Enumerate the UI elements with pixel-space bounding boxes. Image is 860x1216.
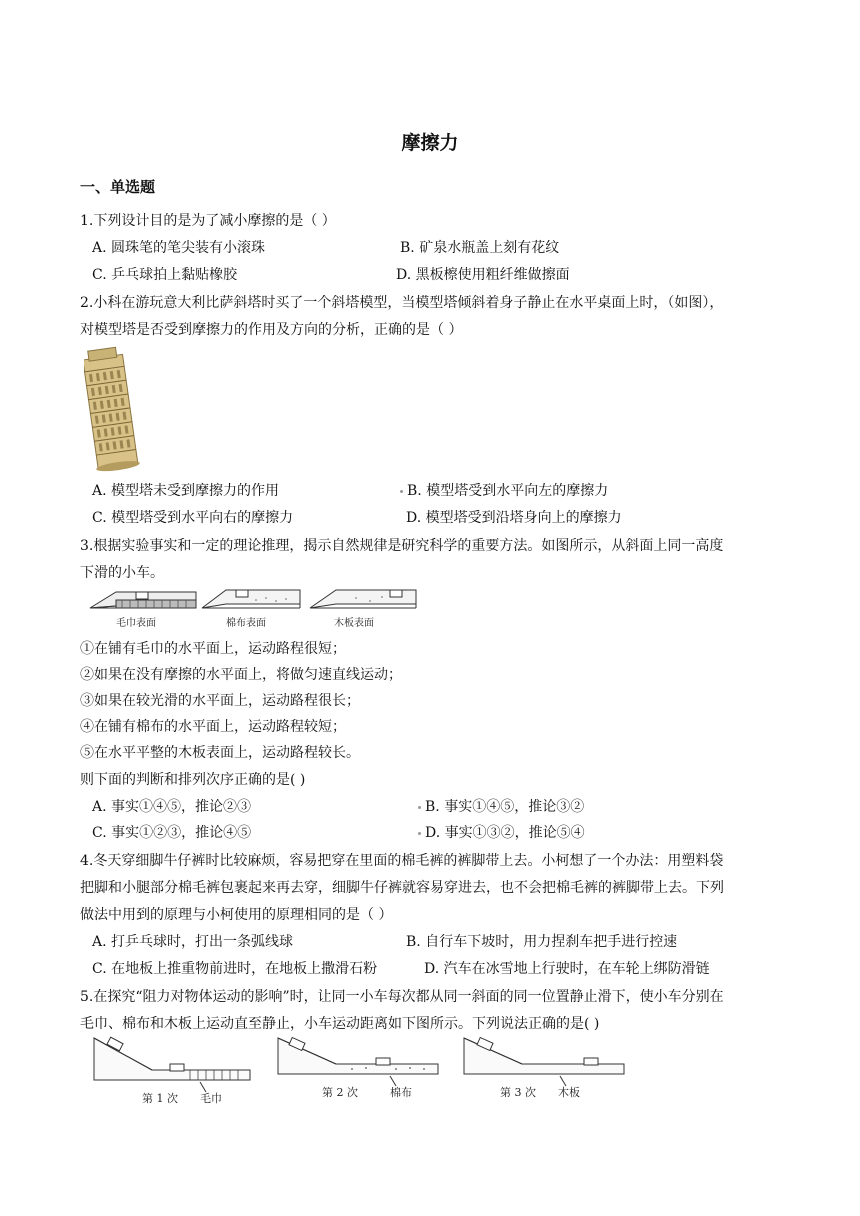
- q3-fig-label-3: 木板表面: [334, 618, 374, 629]
- page-title: 摩擦力: [401, 132, 459, 154]
- q1-option-d[interactable]: D. 黑板檫使用粗纤维做擦面: [396, 267, 570, 283]
- q3-ask: 则下面的判断和排列次序正确的是( ): [80, 772, 306, 788]
- q2-option-b[interactable]: [400, 478, 608, 504]
- q4-stem-line1: 4.冬天穿细脚牛仔裤时比较麻烦，容易把穿在里面的棉毛裤的裤脚带上去。小柯想了一个办法：用塑料袋: [80, 853, 724, 869]
- q3-statement-1: ①在铺有毛巾的水平面上，运动路程很短；: [80, 641, 346, 657]
- q5-trial-3-label: 第 3 次: [500, 1086, 536, 1099]
- q5-stem-line1: 5.在探究“阻力对物体运动的影响”时，让同一小车每次都从同一斜面的同一位置静止滑下，使小车分别在: [80, 989, 724, 1005]
- q4-option-b[interactable]: B. 自行车下坡时，用力捏刹车把手进行控速: [406, 934, 678, 950]
- q3-statement-4: ④在铺有棉布的水平面上，运动路程较短；: [80, 719, 346, 735]
- q3-option-d[interactable]: [418, 820, 585, 846]
- q4-option-d[interactable]: D. 汽车在冰雪地上行驶时，在车轮上绑防滑链: [424, 961, 710, 977]
- q1-option-a[interactable]: A. 圆珠笔的笔尖装有小滚珠: [92, 240, 266, 256]
- q4-stem-line2: 把脚和小腿部分棉毛裤包裹起来再去穿，细脚牛仔裤就容易穿进去，也不会把棉毛裤的裤脚带上去。下列: [80, 880, 724, 896]
- q5-trial-1-surface: 毛巾: [200, 1092, 222, 1105]
- q3-statement-3: ③如果在较光滑的水平面上，运动路程很长；: [80, 693, 360, 709]
- stray-mark: [400, 490, 403, 493]
- q3-statement-2: ②如果在没有摩擦的水平面上，将做匀速直线运动；: [80, 667, 402, 683]
- stray-mark: [418, 806, 421, 809]
- q1-option-b[interactable]: B. 矿泉水瓶盖上刻有花纹: [400, 240, 560, 256]
- q5-trial-2-surface: 棉布: [390, 1086, 412, 1099]
- q3-option-b-label: B. 事实①④⑤，推论③②: [425, 799, 585, 815]
- q2-option-a[interactable]: A. 模型塔未受到摩擦力的作用: [92, 483, 280, 499]
- q4-option-a[interactable]: A. 打乒乓球时，打出一条弧线球: [92, 934, 294, 950]
- q3-fig-label-1: 毛巾表面: [116, 618, 156, 629]
- q3-stem-line1: 3.根据实验事实和一定的理论推理，揭示自然规律是研究科学的重要方法。如图所示，从斜面上同一高度: [80, 538, 724, 554]
- q4-option-c[interactable]: C. 在地板上推重物前进时，在地板上撒滑石粉: [92, 961, 378, 977]
- q3-statement-5: ⑤在水平平整的木板表面上，运动路程较长。: [80, 745, 360, 761]
- q3-option-c[interactable]: C. 事实①②③，推论④⑤: [92, 825, 252, 841]
- q2-option-d[interactable]: D. 模型塔受到沿塔身向上的摩擦力: [406, 510, 622, 526]
- q3-option-b[interactable]: [418, 794, 584, 820]
- q2-option-c[interactable]: C. 模型塔受到水平向右的摩擦力: [92, 510, 294, 526]
- q5-trial-1-label: 第 1 次: [142, 1092, 178, 1105]
- q3-surfaces-figure: [86, 586, 422, 632]
- q1-stem: 1.下列设计目的是为了减小摩擦的是（ ）: [80, 213, 336, 229]
- stray-mark: [418, 832, 421, 835]
- q5-trial-3-surface: 木板: [558, 1086, 580, 1099]
- q3-option-d-label: D. 事实①③②，推论⑤④: [425, 825, 585, 841]
- q2-option-b-label: B. 模型塔受到水平向左的摩擦力: [407, 483, 609, 499]
- q1-option-c[interactable]: C. 乒乓球拍上黏贴橡胶: [92, 267, 238, 283]
- q2-stem-line1: 2.小科在游玩意大利比萨斜塔时买了一个斜塔模型，当模型塔倾斜着身子静止在水平桌面上时，（如图），: [80, 295, 724, 311]
- leaning-tower-image: [84, 346, 154, 472]
- q5-stem-line2: 毛巾、棉布和木板上运动直至静止，小车运动距离如下图所示。下列说法正确的是( ): [80, 1016, 600, 1032]
- q4-stem-line3: 做法中用到的原理与小柯使用的原理相同的是（ ）: [80, 907, 393, 923]
- q5-trials-figure: [90, 1034, 650, 1108]
- q2-stem-line2: 对模型塔是否受到摩擦力的作用及方向的分析，正确的是（ ）: [80, 322, 463, 338]
- q3-fig-label-2: 棉布表面: [226, 618, 266, 629]
- q5-trial-2-label: 第 2 次: [322, 1086, 358, 1099]
- section-heading: 一、单选题: [80, 178, 156, 196]
- q3-stem-line2: 下滑的小车。: [80, 565, 164, 581]
- q3-option-a[interactable]: A. 事实①④⑤，推论②③: [92, 799, 252, 815]
